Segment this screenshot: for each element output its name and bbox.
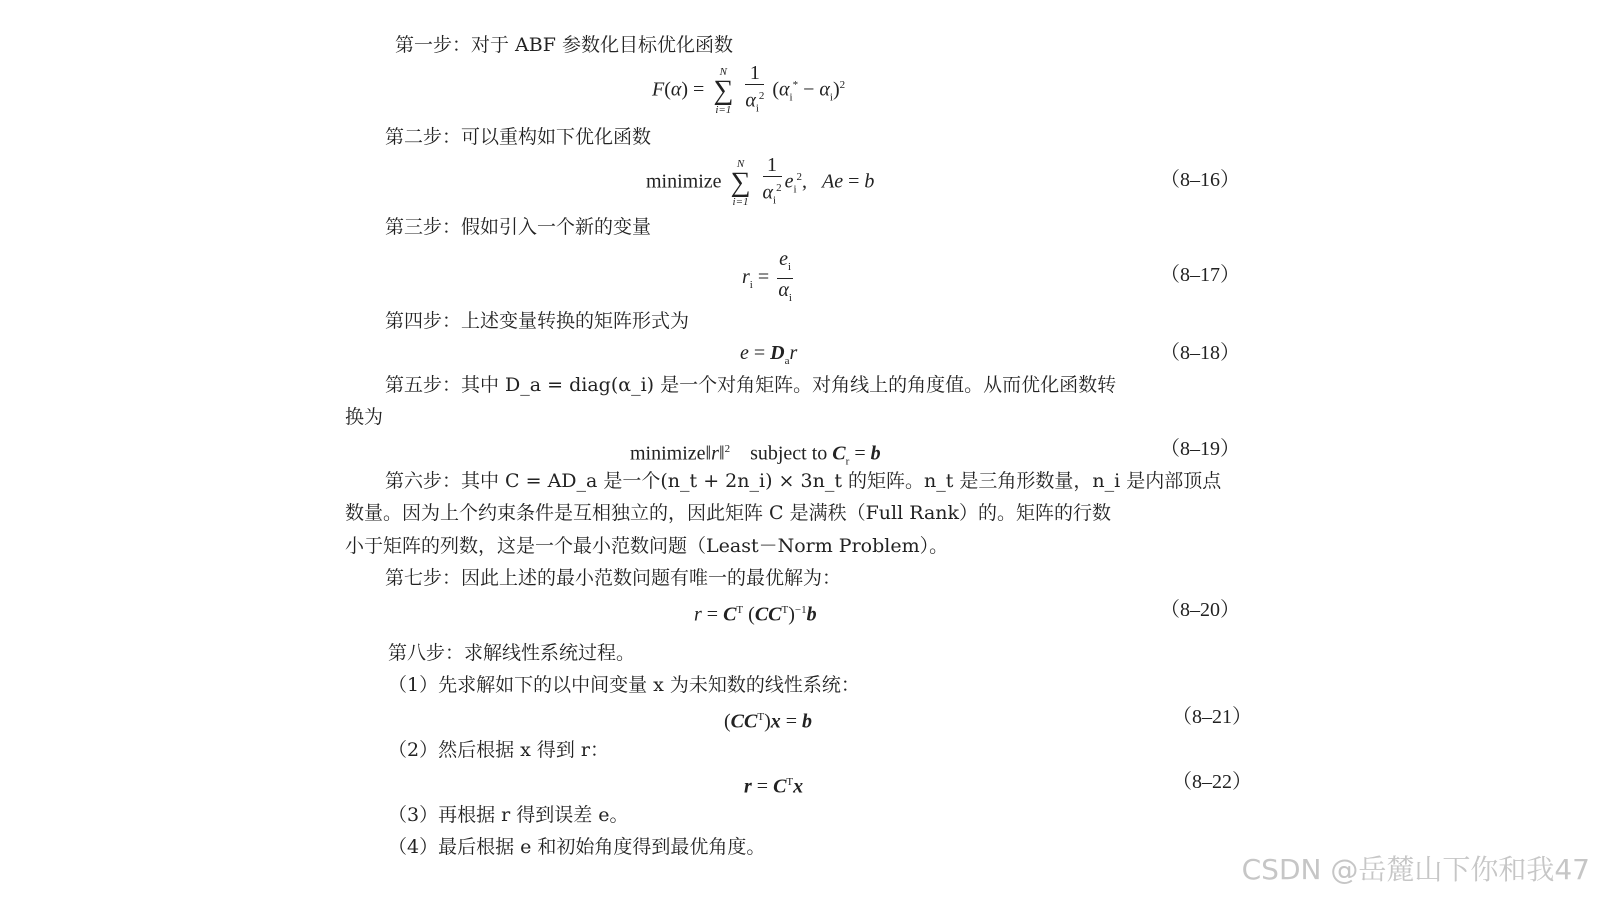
step-2-text: 第二步：可以重构如下优化函数 [385, 126, 652, 148]
step-8-sub-1: （1）先求解如下的以中间变量 x 为未知数的线性系统： [388, 674, 860, 696]
equation-8-19: minimize‖r‖$^2$ subject to $C_r = b$ [630, 442, 881, 468]
step-8-text: 第八步：求解线性系统过程。 [388, 642, 636, 664]
equation-8-20: $r = C^T$ $(CC^T)^{-1}b$ [694, 603, 817, 626]
equation-8-18: $e = D_ar$ [740, 342, 798, 367]
step-3-text: 第三步：假如引入一个新的变量 [385, 216, 652, 238]
equation-objective-function: F(α) = N ∑ i=1 $\frac{1}{\alpha_i^2}$ $(\alpha_i^* - \alpha_i)^2$ [652, 62, 846, 116]
equation-number-8-22: （8–22） [1172, 771, 1252, 793]
equation-number-8-20: （8–20） [1160, 599, 1240, 621]
equation-number-8-18: （8–18） [1160, 342, 1240, 364]
equation-number-8-19: （8–19） [1160, 438, 1240, 460]
equation-number-8-16: （8–16） [1160, 169, 1240, 191]
equation-number-8-17: （8–17） [1160, 264, 1240, 286]
step-8-sub-4: （4）最后根据 e 和初始角度得到最优角度。 [388, 836, 766, 858]
equation-8-22: $r = C^Tx$ [744, 775, 804, 798]
step-8-sub-3: （3）再根据 r 得到误差 e。 [388, 804, 629, 826]
step-4-text: 第四步：上述变量转换的矩阵形式为 [385, 310, 690, 332]
csdn-watermark: CSDN @岳麓山下你和我47 [1241, 853, 1590, 886]
step-6-text-line-3: 小于矩阵的列数，这是一个最小范数问题（Least－Norm Problem）。 [345, 535, 949, 557]
equation-8-17: $r_i$ = $\frac{e_i}{\alpha_i}$ [742, 248, 792, 304]
step-7-text: 第七步：因此上述的最小范数问题有唯一的最优解为： [385, 567, 842, 589]
step-5-text-line-2: 换为 [345, 406, 384, 428]
step-6-text-line-2: 数量。因为上个约束条件是互相独立的，因此矩阵 C 是满秩（Full Rank）的。矩阵的行数 [345, 502, 1112, 524]
step-1-text: 第一步：对于 ABF 参数化目标优化函数 [395, 34, 733, 56]
step-6-text-line-1: 第六步：其中 C = AD_a 是一个(n_t + 2n_i) × 3n_t 的矩阵。n_t 是三角形数量，n_i 是内部顶点 [385, 470, 1222, 492]
equation-number-8-21: （8–21） [1172, 706, 1252, 728]
step-8-sub-2: （2）然后根据 x 得到 r： [388, 739, 610, 761]
equation-8-16: minimize N ∑ i=1 $\frac{1}{\alpha_i^2}$ $e_i^2$, Ae = b [646, 154, 875, 208]
step-5-text-line-1: 第五步：其中 D_a = diag(α_i) 是一个对角矩阵。对角线上的角度值。从而优化函数转 [385, 374, 1117, 396]
equation-8-21: $(CC^T)x = b$ [724, 710, 813, 733]
